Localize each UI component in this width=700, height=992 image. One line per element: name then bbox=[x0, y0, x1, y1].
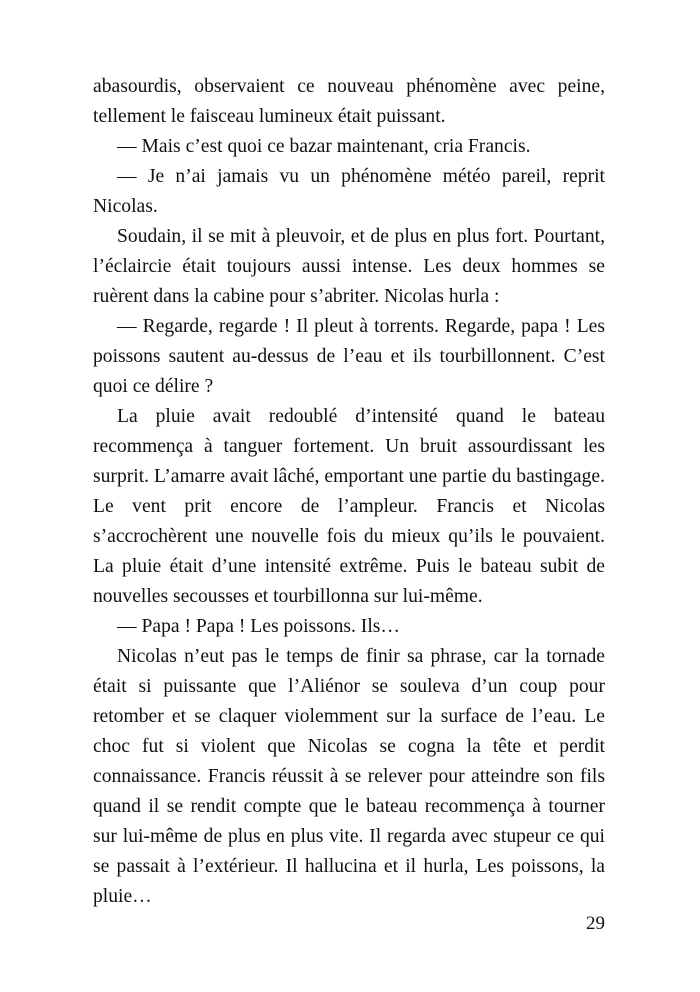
body-text bbox=[93, 72, 605, 912]
paragraph: Soudain, il se mit à pleuvoir, et de plus en plus fort. Pourtant, l’éclaircie était toujours aussi intense. Les deux hommes se ruèrent dans la cabine pour s’abriter. Nicolas hurla : bbox=[93, 226, 605, 307]
page-number: 29 bbox=[586, 913, 605, 934]
paragraph: — Regarde, regarde ! Il pleut à torrents. Regarde, papa ! Les poissons sautent au-dessus de l’eau et ils tourbillonnent. C’est quoi ce délire ? bbox=[93, 316, 605, 397]
paragraph: La pluie avait redoublé d’intensité quand le bateau recommença à tanguer fortement. Un bruit assourdissant les surprit. L’amarre avait lâché, emportant une partie du bastingage. Le vent prit encore de l’ampleur. Francis et Nicolas s’accrochèrent une nouvelle fois du mieux qu’ils le pouvaient. La pluie était d’une intensité extrême. Puis le bateau subit de nouvelles secousses et tourbillonna sur lui-même. bbox=[93, 406, 605, 607]
paragraph: — Mais c’est quoi ce bazar maintenant, cria Francis. bbox=[117, 136, 531, 157]
paragraph: — Papa ! Papa ! Les poissons. Ils… bbox=[117, 616, 400, 637]
paragraph: Nicolas n’eut pas le temps de finir sa phrase, car la tornade était si puissante que l’Aliénor se souleva d’un coup pour retomber et se claquer violemment sur la surface de l’eau. Le choc fut si violent que Nicolas se cogna la tête et perdit connaissance. Francis réussit à se relever pour atteindre son fils quand il se rendit compte que le bateau recommença à tourner sur lui-même de plus en plus vite. Il regarda avec stupeur ce qui se passait à l’extérieur. Il hallucina et il hurla, Les poissons, la pluie… bbox=[93, 646, 605, 907]
paragraph: abasourdis, observaient ce nouveau phénomène avec peine, tellement le faisceau lumineux était puissant. bbox=[93, 76, 605, 127]
paragraph: — Je n’ai jamais vu un phénomène météo pareil, reprit Nicolas. bbox=[93, 166, 605, 217]
